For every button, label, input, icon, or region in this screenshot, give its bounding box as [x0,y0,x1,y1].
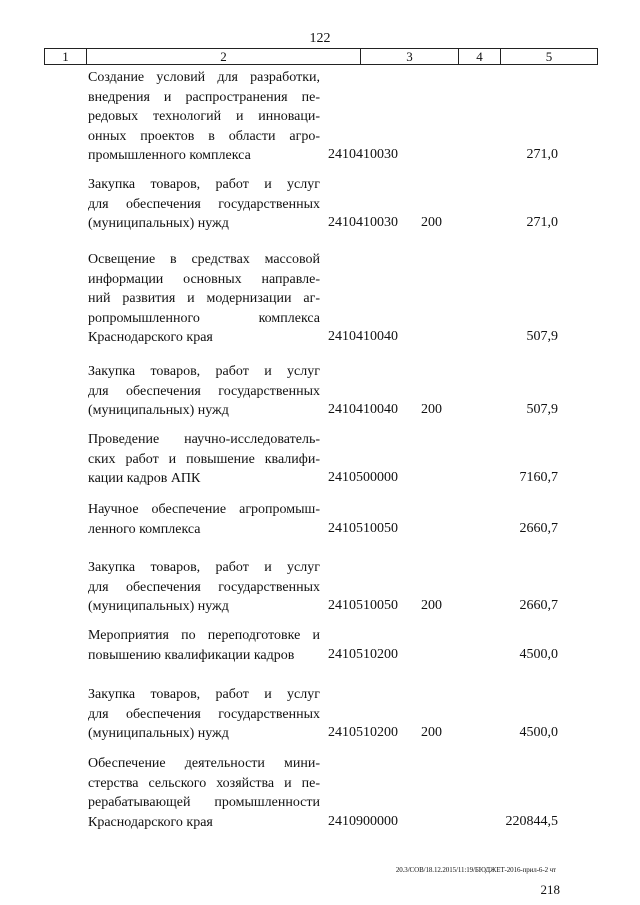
description-line: Научное обеспечение агропромыш- [88,502,320,517]
footer-reference: 20.3/СОВ/18.12.2015/11:19/БЮДЖЕТ-2016-прил-6-2 чт [395,866,556,874]
description-line: Обеспечение деятельности мини- [88,756,320,771]
target-article-code: 2410410030 [328,147,398,162]
row-description [88,68,320,166]
row-description [88,558,320,617]
description-line: информации основных направле- [88,271,320,287]
description-line: для обеспечения государственных [88,383,320,399]
description-line: кации кадров АПК [88,471,201,486]
description-line: Проведение научно-исследователь- [88,432,320,447]
row-description [88,430,320,489]
amount: 4500,0 [519,725,558,740]
expense-type-code: 200 [421,598,442,613]
header-col-2: 2 [87,49,361,64]
header-col-5: 5 [545,49,553,64]
description-line: Закупка товаров, работ и услуг [88,364,320,379]
description-line: Краснодарского края [88,330,213,345]
description-line: ний развития и модернизации аг- [88,291,320,306]
target-article-code: 2410510200 [328,646,398,662]
description-line: для обеспечения государственных [88,706,320,722]
target-article-code: 2410500000 [328,470,398,485]
row-description [88,250,320,348]
page-number-bottom: 218 [540,882,560,897]
description-line: (муниципальных) нужд [88,216,229,231]
expense-type-code: 200 [421,215,442,230]
description-line: внедрения и распространения пе- [88,89,320,105]
description-line: Закупка товаров, работ и услуг [88,177,320,192]
description-line: для обеспечения государственных [88,196,320,212]
description-line: (муниципальных) нужд [88,403,229,418]
row-description [88,362,320,421]
row-description [88,754,320,832]
target-article-code: 2410410030 [328,215,398,230]
description-line: повышению квалификации кадров [88,647,295,663]
description-line: Освещение в средствах массовой [88,252,320,267]
header-col-1: 1 [45,49,87,64]
description-line: (муниципальных) нужд [88,726,229,741]
row-description [88,685,320,744]
description-line: ропромышленного комплекса [88,310,320,326]
table-header [44,48,598,65]
description-line: Создание условий для разработки, [88,70,320,85]
amount: 2660,7 [519,520,558,536]
description-line: Закупка товаров, работ и услуг [88,687,320,702]
amount: 4500,0 [519,646,558,662]
description-line: редовых технологий и инноваци- [88,109,320,124]
row-description [88,626,320,665]
expense-type-code: 200 [421,725,442,740]
description-line: Краснодарского края [88,814,213,830]
description-line: промышленного комплекса [88,148,251,163]
description-line: (муниципальных) нужд [88,599,229,614]
amount: 271,0 [526,215,558,230]
amount: 2660,7 [519,598,558,613]
header-col-4: 4 [459,49,501,64]
amount: 220844,5 [505,813,558,829]
amount: 7160,7 [519,470,558,485]
amount: 271,0 [526,147,558,162]
description-line: стерства сельского хозяйства и пе- [88,775,320,791]
target-article-code: 2410900000 [328,813,398,829]
description-line: Мероприятия по переподготовке и [88,628,320,643]
description-line: рерабатывающей промышленности [88,795,320,810]
description-line: для обеспечения государственных [88,579,320,595]
target-article-code: 2410510200 [328,725,398,740]
page-number-top: 122 [309,31,331,46]
expense-type-code: 200 [421,402,442,417]
header-col-3: 3 [361,49,459,64]
target-article-code: 2410510050 [328,520,398,536]
target-article-code: 2410410040 [328,329,398,344]
amount: 507,9 [526,329,558,344]
amount: 507,9 [526,402,558,417]
target-article-code: 2410510050 [328,598,398,613]
description-line: ленного комплекса [88,521,201,537]
target-article-code: 2410410040 [328,402,398,417]
description-line: ских работ и повышение квалифи- [88,451,320,467]
row-description [88,500,320,539]
row-description [88,175,320,234]
description-line: онных проектов в области агро- [88,128,320,144]
description-line: Закупка товаров, работ и услуг [88,560,320,575]
